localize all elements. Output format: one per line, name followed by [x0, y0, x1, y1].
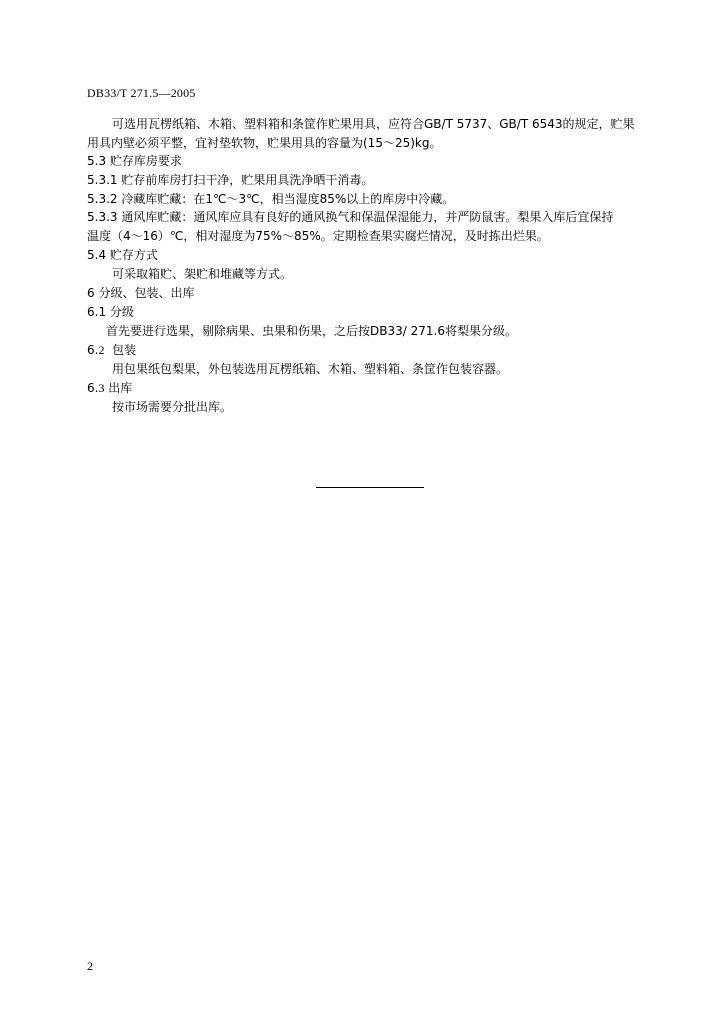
end-of-text-rule [316, 487, 424, 488]
section-6-3-heading [87, 380, 132, 396]
section-6-3-number-prefix: 6. [87, 381, 99, 395]
section-6-2-text: 用包果纸包梨果，外包装选用瓦楞纸箱、木箱、塑料箱、条筐作包装容器。 [112, 362, 509, 376]
section-6-1-heading: 6.1 分级 [87, 305, 134, 319]
intro-paragraph-line-1: 可选用瓦楞纸箱、木箱、塑料箱和条筐作贮果用具，应符合GB/T 5737、GB/T 6543的规定，贮果 [112, 117, 635, 131]
section-6-1-text: 首先要进行选果，剔除病果、虫果和伤果，之后按DB33/ 271.6将梨果分级。 [106, 324, 517, 338]
section-5-4-heading: 5.4 贮存方式 [87, 248, 158, 262]
section-6-2-label: 包装 [104, 343, 137, 357]
document-header-id: DB33/T 271.5—2005 [87, 86, 196, 100]
clause-5-3-2: 5.3.2 冷藏库贮藏：在1℃～3℃，相当湿度85%以上的库房中冷藏。 [87, 192, 455, 206]
section-6-3-number-suffix: 3 [98, 381, 105, 395]
chapter-6-heading: 6 分级、包装、出库 [87, 286, 195, 300]
clause-5-3-3-line-2: 温度（4～16）℃，相对湿度为75%～85%。定期检查果实腐烂情况，及时拣出烂果。 [87, 229, 549, 243]
section-5-4-text: 可采取箱贮、架贮和堆藏等方式。 [112, 267, 293, 281]
intro-paragraph-line-2: 用具内壁必须平整，宜衬垫软物，贮果用具的容量为(15～25)kg。 [87, 136, 442, 150]
section-5-3-heading: 5.3 贮存库房要求 [87, 154, 182, 168]
page-number: 2 [87, 959, 93, 973]
section-6-2-number-suffix: 2 [98, 343, 105, 357]
section-6-3-text: 按市场需要分批出库。 [112, 400, 233, 414]
section-6-2-number-prefix: 6. [87, 343, 99, 357]
section-6-2-heading [87, 342, 136, 358]
section-6-3-label: 出库 [104, 381, 133, 395]
clause-5-3-1: 5.3.1 贮存前库房打扫干净，贮果用具洗净晒干消毒。 [87, 173, 374, 187]
clause-5-3-3-line-1: 5.3.3 通风库贮藏：通风库应具有良好的通风换气和保温保湿能力，并严防鼠害。梨果入库后宜保持 [87, 210, 614, 224]
